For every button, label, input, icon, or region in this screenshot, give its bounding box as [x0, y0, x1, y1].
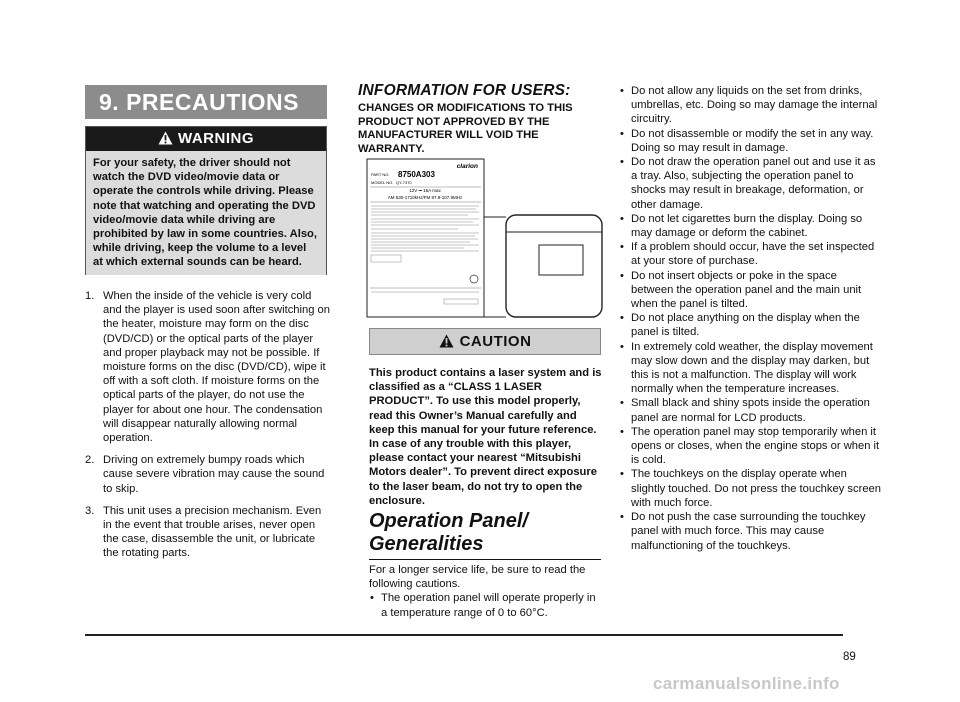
heading-line-2: Generalities — [369, 533, 484, 555]
bullet-item: • Do not allow any liquids on the set from drinks, umbrellas, etc. Doing so may damage the internal circuitry. — [619, 84, 881, 127]
warning-text: For your safety, the driver should not watch the DVD video/movie data or operate the controls while driving. Please note that watching and operating the DVD video/movie data while driving are prohibited by law in some countries. Also, while driving, keep the volume to a level at which external sounds can be heard. — [86, 151, 326, 275]
bullet-item: • Do not let cigarettes burn the display. Doing so may damage or deform the cabinet. — [619, 212, 881, 240]
warranty-notice: CHANGES OR MODIFICATIONS TO THIS PRODUCT NOT APPROVED BY THE MANUFACTURER WILL VOID THE WARRANTY. — [358, 102, 573, 155]
operation-intro — [369, 563, 604, 620]
page-number: 89 — [843, 651, 856, 663]
intro-text: For a longer service life, be sure to read the following cautions. — [369, 564, 586, 591]
operation-panel-heading — [369, 510, 601, 560]
warning-header — [86, 127, 326, 151]
operation-bullets — [369, 591, 604, 619]
bullet-item: • Do not place anything on the display when the panel is tilted. — [619, 311, 881, 339]
heading-line-1: Operation Panel/ — [369, 510, 528, 532]
section-title: 9. PRECAUTIONS — [85, 85, 327, 119]
numbered-item — [85, 289, 330, 445]
bullet-item: • Do not push the case surrounding the touchkey panel with much force. This may cause malfunctioning of the touchkeys. — [619, 510, 881, 553]
label-part-no: 8750A303 — [398, 170, 435, 179]
bullet-item: • The operation panel may stop temporarily when it opens or closes, when the engine stops or when it is cold. — [619, 425, 881, 468]
caution-box — [369, 328, 601, 355]
item-number: 2. — [85, 454, 95, 467]
warning-label: WARNING — [178, 130, 254, 147]
caution-triangle-icon — [439, 334, 454, 348]
numbered-item — [85, 504, 330, 561]
item-text: When the inside of the vehicle is very cold and the player is used soon after switching on the heater, moisture may form on the disc (DVD/CD) or the optical parts of the player and proper playback may not be possible. If moisture forms on the disc (DVD/CD), wipe it off with a soft cloth. If moisture forms on the optical parts of the player, do not use the player for about one hour. The condensation will disappear naturally allowing normal operation. — [103, 290, 330, 445]
precautions-numbered-list — [85, 289, 330, 569]
label-band: AM 530-1710kHz/FM 87.9-107.9MHz — [387, 195, 463, 200]
item-text: This unit uses a precision mechanism. Even in the event that trouble arises, never open the case, disassemble the unit, or lubricate the rotating parts. — [103, 504, 322, 560]
bullet-item: • In extremely cold weather, the display movement may slow down and the display may darken, but this is not a malfunction. The display will work normally when the temperature increases. — [619, 340, 881, 397]
label-illustration — [358, 157, 604, 319]
watermark: carmanualsonline.info — [653, 674, 840, 693]
bullet-item: • Do not draw the operation panel out and use it as a tray. Also, subjecting the operation panel to shocks may result in breakage, deformation, or other damage. — [619, 155, 881, 212]
item-number: 1. — [85, 290, 95, 302]
numbered-item — [85, 453, 330, 496]
label-model-no-caption: MODEL NO. — [371, 180, 394, 185]
bullet-item: • Do not disassemble or modify the set in any way. Doing so may result in damage. — [619, 127, 881, 155]
warning-box — [85, 126, 327, 275]
bullet-item: • If a problem should occur, have the set inspected at your store of purchase. — [619, 240, 881, 268]
label-brand: clarion — [456, 163, 478, 170]
label-part-no-caption: PART NO. — [371, 172, 390, 177]
warning-triangle-icon — [158, 131, 173, 145]
bullet-item: • The touchkeys on the display operate when slightly touched. Do not press the touchkey screen with much force. — [619, 467, 881, 510]
footer-rule — [85, 634, 843, 636]
product-label-figure — [358, 157, 604, 319]
bullet-item: • Small black and shiny spots inside the operation panel are normal for LCD products. — [619, 396, 881, 424]
item-text: Driving on extremely bumpy roads which cause severe vibration may cause the sound to skip. — [103, 454, 325, 495]
bullet-item: • Do not insert objects or poke in the space between the operation panel and the main unit when the panel is tilted. — [619, 269, 881, 312]
item-number: 3. — [85, 504, 95, 517]
cautions-bullet-list — [619, 84, 881, 553]
label-model-no: QY-7370 — [396, 180, 412, 185]
caution-text: This product contains a laser system and is classified as a “CLASS 1 LASER PRODUCT”. To use this model properly, read this Owner’s Manual carefully and keep this manual for your future reference. In case of any trouble with this player, please contact your nearest “Mitsubishi Motors dealer”. To prevent direct exposure to the laser beam, do not try to open the enclosure. — [369, 367, 602, 507]
caution-label: CAUTION — [459, 333, 532, 350]
bullet-item: • The operation panel will operate properly in a temperature range of 0 to 60°C. — [369, 591, 604, 619]
label-power: 12V ⎓ 15A max — [409, 188, 441, 193]
info-heading: INFORMATION FOR USERS: — [358, 82, 571, 99]
